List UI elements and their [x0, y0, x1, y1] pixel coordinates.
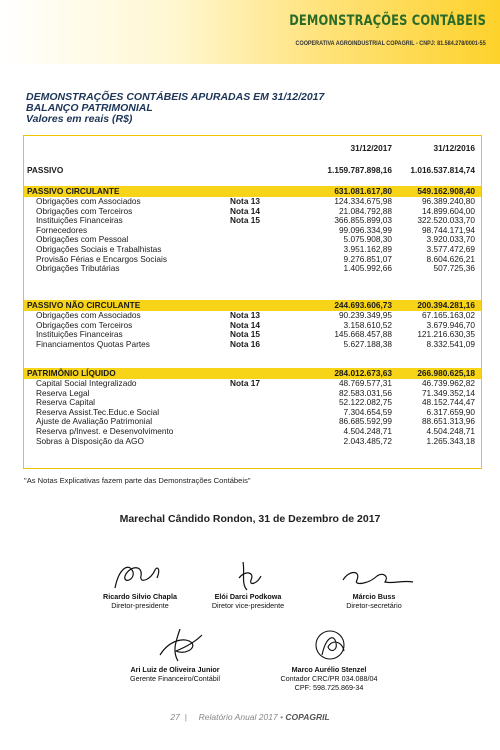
row-label: Ajuste de Avaliação Patrimonial [36, 416, 153, 427]
value-2016: 266.980.625,18 [417, 368, 475, 378]
section-label: PASSIVO CIRCULANTE [27, 186, 120, 196]
row-label: Obrigações Sociais e Trabalhistas [36, 244, 162, 254]
signature-block-secretary [314, 558, 434, 610]
value-2017: 631.081.617,80 [334, 186, 392, 196]
place-and-date: Marechal Cândido Rondon, 31 de Dezembro de 2017 [119, 513, 381, 525]
signer-name: Ari Luiz de Oliveira Junior [130, 665, 220, 674]
value-2017: 366.855.899,03 [334, 215, 392, 226]
signature-block-accountant [254, 625, 404, 692]
signer-role: Contador CRC/PR 034.088/04 [280, 674, 378, 683]
value-2017: 124.334.675,98 [334, 196, 392, 206]
row-label: Reserva Legal [36, 387, 90, 398]
note-ref: Nota 14 [230, 205, 260, 216]
table-row [24, 437, 481, 447]
value-2017: 284.012.673,63 [334, 368, 392, 378]
row-label: PASSIVO [27, 165, 64, 175]
row-label: Reserva p/Invest. e Desenvolvimento [36, 426, 174, 436]
section-title: DEMONSTRAÇÕES CONTÁBEIS [289, 13, 486, 29]
value-2016: 98.744.171,94 [421, 224, 475, 235]
statement-title-block [26, 92, 324, 125]
header-band [0, 0, 500, 64]
row-label: Reserva Assist.Tec.Educ.e Social [36, 406, 160, 417]
handwritten-signature-icon [130, 625, 220, 665]
note-ref: Nota 15 [230, 329, 260, 340]
statement-subtitle: BALANÇO PATRIMONIAL [26, 102, 153, 114]
signer-cpf: CPF: 598.725.869-34 [294, 683, 364, 692]
signer-role: Diretor-presidente [111, 601, 169, 610]
value-2016: 3.920.033,70 [426, 234, 475, 245]
row-label: Capital Social Integralizado [36, 378, 137, 388]
value-2016: 14.899.604,00 [421, 205, 475, 216]
value-2016: 322.520.033,70 [417, 215, 475, 226]
value-2016: 549.162.908,40 [417, 186, 475, 196]
column-header-row [24, 144, 481, 154]
row-label: Obrigações Tributárias [36, 263, 120, 274]
table-row [24, 216, 481, 226]
value-2016: 3.577.472,69 [426, 244, 475, 254]
value-2017: 3.158.610,52 [343, 319, 392, 330]
value-2017: 1.405.992,66 [343, 263, 392, 274]
value-2017: 9.276.851,07 [343, 253, 392, 264]
value-2017: 90.239.349,95 [338, 310, 392, 320]
value-2017: 5.075.908,30 [343, 234, 392, 245]
value-2017: 1.159.787.898,16 [327, 165, 392, 175]
footer-bullet: • [280, 712, 286, 722]
value-2016: 48.152.744,47 [421, 397, 475, 408]
row-label: Obrigações com Pessoal [36, 234, 129, 245]
value-2017: 4.504.248,71 [343, 426, 392, 436]
row-label: Instituições Financeiras [36, 329, 123, 340]
value-2016: 8.332.541,09 [426, 338, 475, 349]
signer-role: Diretor vice-presidente [211, 601, 285, 610]
signature-block-finance-manager [100, 625, 250, 683]
row-label: Obrigações com Terceiros [36, 205, 133, 216]
value-2016: 46.739.962,82 [421, 378, 475, 388]
value-2017: 2.043.485,72 [343, 435, 392, 446]
statement-units: Valores em reais (R$) [26, 113, 133, 125]
page-footer [0, 712, 500, 722]
signer-name: Ricardo Silvio Chapla [103, 592, 177, 601]
balance-sheet-table [23, 135, 482, 469]
value-2017: 99.096.334,99 [338, 224, 392, 235]
value-2017: 3.951.162,89 [343, 244, 392, 254]
statement-title: DEMONSTRAÇÕES CONTÁBEIS APURADAS EM 31/12/2017 [26, 91, 325, 103]
note-ref: Nota 14 [230, 319, 260, 330]
row-label: Reserva Capital [36, 397, 96, 408]
footer-separator: | [182, 712, 197, 722]
value-2017: 7.304.654,59 [343, 406, 392, 417]
row-label: Provisão Férias e Encargos Sociais [36, 253, 167, 264]
row-label: Obrigações com Associados [36, 310, 141, 320]
passivo-total-row [24, 166, 481, 176]
handwritten-signature-icon [329, 558, 419, 592]
row-label: Obrigações com Associados [36, 196, 141, 206]
signer-role: Gerente Financeiro/Contábil [130, 674, 220, 683]
value-2017: 145.668.457,88 [334, 329, 392, 340]
value-2016: 1.016.537.814,74 [410, 165, 475, 175]
signer-role: Diretor-secretário [346, 601, 402, 610]
signer-name: Elói Darci Podkowa [214, 592, 282, 601]
note-ref: Nota 13 [230, 196, 260, 206]
value-2017: 52.122.082,75 [338, 397, 392, 408]
handwritten-signature-icon [95, 558, 185, 592]
value-2017: 86.685.592,99 [338, 416, 392, 427]
table-row [24, 379, 481, 389]
value-2016: 8.604.626,21 [426, 253, 475, 264]
value-2016: 1.265.343,18 [426, 435, 475, 446]
value-2016: 67.165.163,02 [421, 310, 475, 320]
value-2017: 21.084.792,88 [338, 205, 392, 216]
value-2016: 200.394.281,16 [417, 300, 475, 310]
value-2017: 5.627.188,38 [343, 338, 392, 349]
value-2016: 507.725,36 [433, 263, 475, 274]
column-header-2017: 31/12/2017 [350, 143, 392, 153]
value-2016: 96.389.240,80 [421, 196, 475, 206]
value-2017: 48.769.577,31 [338, 378, 392, 388]
note-ref: Nota 16 [230, 338, 260, 349]
handwritten-signature-icon [203, 558, 293, 592]
table-row [24, 340, 481, 350]
column-header-2016: 31/12/2016 [433, 143, 475, 153]
table-row [24, 264, 481, 274]
signer-name: Márcio Buss [352, 592, 396, 601]
handwritten-signature-icon [284, 625, 374, 665]
brand-name: COPAGRIL [285, 712, 330, 722]
note-ref: Nota 15 [230, 215, 260, 226]
row-label: Obrigações com Terceiros [36, 319, 133, 330]
value-2017: 82.583.031,56 [338, 387, 392, 398]
value-2016: 3.679.946,70 [426, 319, 475, 330]
note-ref: Nota 17 [230, 378, 260, 388]
company-identification: COOPERATIVA AGROINDUSTRIAL COPAGRIL - CNPJ: 81.584.278/0001-55 [295, 40, 486, 47]
row-label: Financiamentos Quotas Partes [36, 338, 150, 349]
value-2016: 6.317.659,90 [426, 406, 475, 417]
signature-block-vice-president [183, 558, 313, 610]
explanatory-note: "As Notas Explicativas fazem parte das Demonstrações Contábeis" [24, 476, 251, 485]
row-label: Sobras à Disposição da AGO [36, 435, 144, 446]
value-2016: 71.349.352,14 [421, 387, 475, 398]
value-2016: 4.504.248,71 [426, 426, 475, 436]
section-label: PASSIVO NÃO CIRCULANTE [27, 300, 141, 310]
page-number: 27 [170, 712, 180, 722]
section-label: PATRIMÔNIO LÍQUIDO [27, 368, 116, 378]
signer-name: Marco Aurélio Stenzel [291, 665, 367, 674]
row-label: Instituições Financeiras [36, 215, 123, 226]
value-2017: 244.693.606,73 [334, 300, 392, 310]
row-label: Fornecedores [36, 224, 88, 235]
note-ref: Nota 13 [230, 310, 260, 320]
value-2016: 121.216.630,35 [417, 329, 475, 340]
report-name: Relatório Anual 2017 [198, 712, 278, 722]
value-2016: 88.651.313,96 [421, 416, 475, 427]
